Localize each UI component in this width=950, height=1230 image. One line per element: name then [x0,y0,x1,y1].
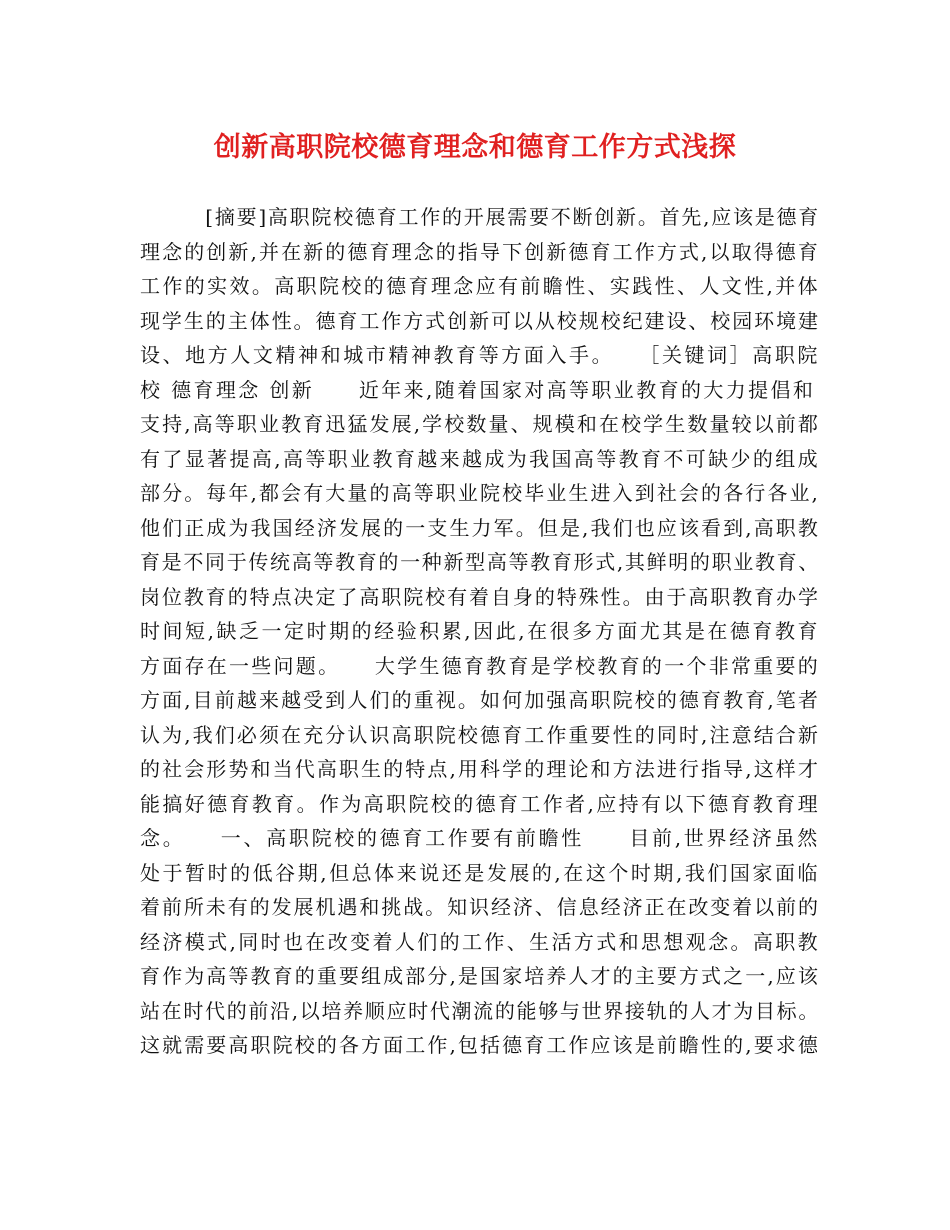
body-line: 经济模式,同时也在改变着人们的工作、生活方式和思想观念。高职教 [140,929,820,954]
body-line: 育是不同于传统高等教育的一种新型高等教育形式,其鲜明的职业教育、 [140,550,820,574]
body-line: 站在时代的前沿,以培养顺应时代潮流的能够与世界接轨的人才为目标。 [140,998,820,1023]
document-body [140,200,820,1063]
body-line: 处于暂时的低谷期,但总体来说还是发展的,在这个时期,我们国家面临 [140,860,820,885]
body-line: 设、地方人文精神和城市精神教育等方面入手。 ［关键词］高职院 [140,343,820,367]
body-line: 方面存在一些问题。 大学生德育教育是学校教育的一个非常重要的 [140,653,820,678]
body-line: 能搞好德育教育。作为高职院校的德育工作者,应持有以下德育教育理 [140,791,820,816]
body-line: 这就需要高职院校的各方面工作,包括德育工作应该是前瞻性的,要求德 [140,1033,820,1057]
body-line: 时间短,缺乏一定时期的经验积累,因此,在很多方面尤其是在德育教育 [140,619,820,643]
body-line: [摘要]高职院校德育工作的开展需要不断创新。首先,应该是德育 [140,205,820,229]
body-line: 着前所未有的发展机遇和挑战。知识经济、信息经济正在改变着以前的 [140,895,820,919]
document-title: 创新高职院校德育理念和德育工作方式浅探 [213,132,737,163]
body-line: 现学生的主体性。德育工作方式创新可以从校规校纪建设、校园环境建 [140,308,820,333]
body-line: 工作的实效。高职院校的德育理念应有前瞻性、实践性、人文性,并体 [140,274,820,298]
body-line: 支持,高等职业教育迅猛发展,学校数量、规模和在校学生数量较以前都 [140,412,820,436]
body-line: 校 德育理念 创新 近年来,随着国家对高等职业教育的大力提倡和 [140,377,816,402]
body-line: 育作为高等教育的重要组成部分,是国家培养人才的主要方式之一,应该 [140,964,820,988]
body-line: 的社会形势和当代高职生的特点,用科学的理论和方法进行指导,这样才 [140,757,820,781]
body-line: 有了显著提高,高等职业教育越来越成为我国高等教育不可缺少的组成 [140,446,820,471]
body-line: 他们正成为我国经济发展的一支生力军。但是,我们也应该看到,高职教 [140,515,820,540]
body-line: 岗位教育的特点决定了高职院校有着自身的特殊性。由于高职教育办学 [140,584,820,609]
body-line: 认为,我们必须在充分认识高职院校德育工作重要性的同时,注意结合新 [140,722,820,747]
body-line: 方面,目前越来越受到人们的重视。如何加强高职院校的德育教育,笔者 [140,688,820,712]
body-line: 理念的创新,并在新的德育理念的指导下创新德育工作方式,以取得德育 [140,239,820,264]
body-line: 念。 一、高职院校的德育工作要有前瞻性 目前,世界经济虽然 [140,826,820,850]
body-line: 部分。每年,都会有大量的高等职业院校毕业生进入到社会的各行各业, [140,481,820,505]
